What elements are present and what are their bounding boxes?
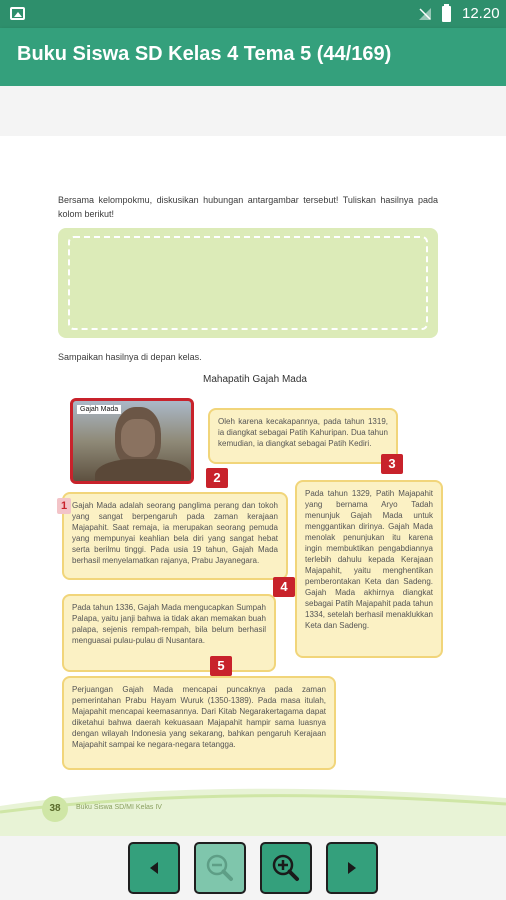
next-page-button[interactable] [326,842,378,894]
zoom-in-icon [262,844,310,892]
answer-box-border [68,236,428,330]
previous-page-button[interactable] [128,842,180,894]
card-text: Pada tahun 1329, Patih Majapahit yang bernama Aryo Tadah menunjuk Gajah Mada untuk menggantikan dirinya. Gajah Mada menolak penunjukan itu karena ingin membuktikan pengabdiannya terlebih dahulu kepada Kerajaan Majapahit, yaitu menghentikan pemberontakan Keta dan Sadeng. Gajah Mada akhirnya diangkat sebagai Patih Majapahit pada tahun 1334, setelah berhasil menaklukkan Keta dan Sadeng. [305,489,433,630]
card-text: Perjuangan Gajah Mada mencapai puncaknya pada zaman pemerintahan Prabu Hayam Wuruk (1350-1389). Pada masa itulah, Majapahit mencapai keemasannya. Dari Kitab Negarakertagama dapat diketahui bahwa daerah kekuasaan Majapahit hampir sama luasnya dengan wilayah Indonesia yang sekarang, bahkan pengaruh Kerajaan Majapahit sampai ke negara-negara tetangga. [72,685,326,749]
app-bar [0,28,506,86]
image-icon [10,7,25,20]
app-title: Buku Siswa SD Kelas 4 Tema 5 (44/169) [17,43,392,65]
story-card-4 [62,594,276,672]
card-text: Oleh karena kecakapannya, pada tahun 1319, ia diangkat sebagai Patih Kahuripan. Dua tahun kemudian, ia diangkat sebagai Patih Kediri. [218,417,388,448]
card-text: Pada tahun 1336, Gajah Mada mengucapkan Sumpah Palapa, yaitu janji bahwa ia tidak akan memakan buah palapa, sejenis rempah-rempah, bila belum berhasil menguasai pulau-pulau di Nusantara. [72,603,266,645]
page-viewer[interactable] [0,86,506,836]
gajah-mada-photo [70,398,194,484]
presentation-text: Sampaikan hasilnya di depan kelas. [58,352,202,362]
photo-label: Gajah Mada [77,405,121,414]
card-number-badge: 3 [381,454,403,474]
status-bar [0,0,506,28]
story-card-1 [62,492,288,580]
instruction-text: Bersama kelompokmu, diskusikan hubungan antargambar tersebut! Tuliskan hasilnya pada kolom berikut! [58,195,438,219]
story-card-3 [295,480,443,658]
page-number: 38 [42,796,68,822]
navigation-toolbar [0,836,506,900]
zoom-in-button[interactable] [260,842,312,894]
story-card-2 [208,408,398,464]
battery-icon [442,6,451,22]
card-number-badge: 1 [57,498,71,514]
triangle-left-icon [130,844,178,892]
footer-text: Buku Siswa SD/MI Kelas IV [76,804,162,811]
clock: 12.20 [462,5,500,22]
card-number-badge: 2 [206,468,228,488]
card-number-badge: 5 [210,656,232,676]
card-text: Gajah Mada adalah seorang panglima perang dan tokoh yang sangat berpengaruh pada zaman kerajaan Majapahit. Saat remaja, ia merupakan seorang pemuda yang mempunyai keahlian bela diri yang sangat hebat serta berilmu tinggi. Pada usia 19 tahun, Gajah Mada berhasil menyelamatkan rajanya, Prabu Jayanegara. [72,501,278,565]
story-card-5 [62,676,336,770]
zoom-out-icon [196,844,244,892]
no-signal-icon [418,7,432,21]
book-page [0,136,506,836]
section-heading: Mahapatih Gajah Mada [203,374,307,385]
triangle-right-icon [328,844,376,892]
answer-box [58,228,438,338]
card-number-badge: 4 [273,577,295,597]
zoom-out-button[interactable] [194,842,246,894]
